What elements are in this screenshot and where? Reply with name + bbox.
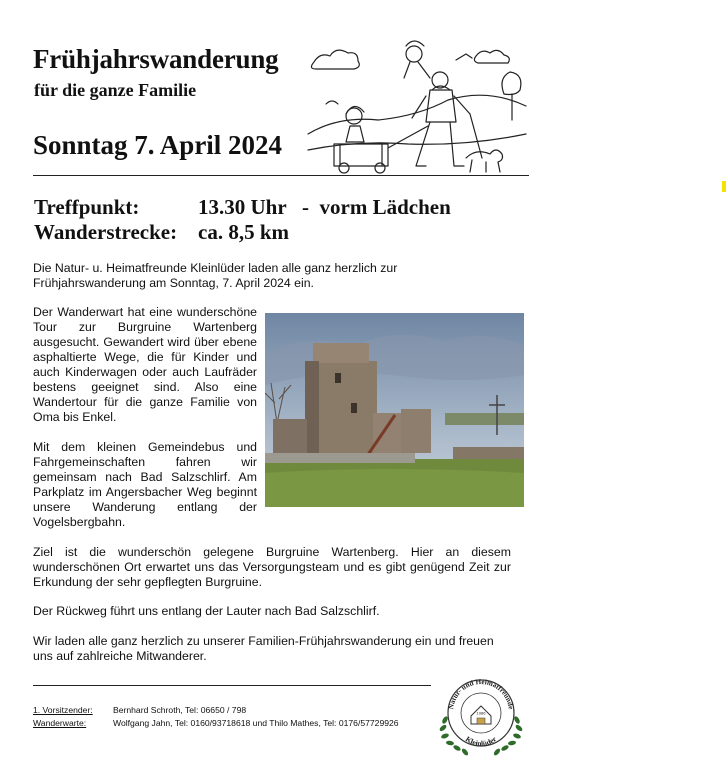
footer-divider xyxy=(33,685,431,686)
goal-paragraph: Ziel ist die wunderschön gelegene Burgruine Wartenberg. Hier an diesem wunderschönen Ort erwartet uns das Versorgungsteam und es gibt genügend Zeit zur Erkundung der sehr gepflegten Burgruine. xyxy=(33,545,511,589)
intro-paragraph: Die Natur- u. Heimatfreunde Kleinlüder laden alle ganz herzlich zur Frühjahrswanderung am Sonntag, 7. April 2024 ein. xyxy=(33,261,398,290)
chair-contact: Bernhard Schroth, Tel: 06650 / 798 xyxy=(113,705,247,715)
guides-contact: Wolfgang Jahn, Tel: 0160/93718618 und Thilo Mathes, Tel: 0176/57729926 xyxy=(113,718,399,728)
club-logo xyxy=(431,668,531,758)
logo-text-bottom: Kleinlüder xyxy=(463,734,499,749)
bus-paragraph: Mit dem kleinen Gemeindebus und Fahrgemeinschaften fahren wir gemeinsam nach Bad Salzschlirf. Am Parkplatz im Angersbacher Weg beginnt unsere Wanderung entlang der Vogelsbergbahn. xyxy=(33,440,257,529)
distance-value: ca. 8,5 km xyxy=(198,220,289,244)
tour-paragraph: Der Wanderwart hat eine wunderschöne Tour zur Burgruine Wartenberg ausgesucht. Gewandert wird über ebene asphaltierte Wege, die für Kinder und auch Kinderwagen oder auch Laufräder bestens geeignet sind. Also eine Wandertour für die ganze Familie von Oma bis Enkel. xyxy=(33,305,257,424)
subtitle: für die ganze Familie xyxy=(34,80,197,100)
logo-year: 1986 xyxy=(476,710,486,716)
event-date: Sonntag 7. April 2024 xyxy=(33,130,283,160)
distance-label: Wanderstrecke: xyxy=(34,220,178,244)
header-divider xyxy=(33,175,529,176)
meeting-point-label: Treffpunkt: xyxy=(34,195,140,219)
logo-text-top: Natur- und Heimatfreunde xyxy=(447,677,515,710)
guides-label: Wanderwarte: xyxy=(33,718,87,728)
page-title: Frühjahrswanderung xyxy=(33,44,279,74)
return-paragraph: Der Rückweg führt uns entlang der Lauter nach Bad Salzschlirf. xyxy=(33,604,380,618)
chair-label: 1. Vorsitzender: xyxy=(33,705,93,715)
invite-paragraph: Wir laden alle ganz herzlich zu unserer Familien-Frühjahrswanderung ein und freuen uns auf zahlreiche Mitwanderer. xyxy=(33,634,494,663)
family-hiking-illustration xyxy=(306,38,528,174)
highlight-marker xyxy=(722,181,726,192)
castle-ruin-photo xyxy=(265,313,524,507)
meeting-point-value: 13.30 Uhr - vorm Lädchen xyxy=(198,195,451,219)
